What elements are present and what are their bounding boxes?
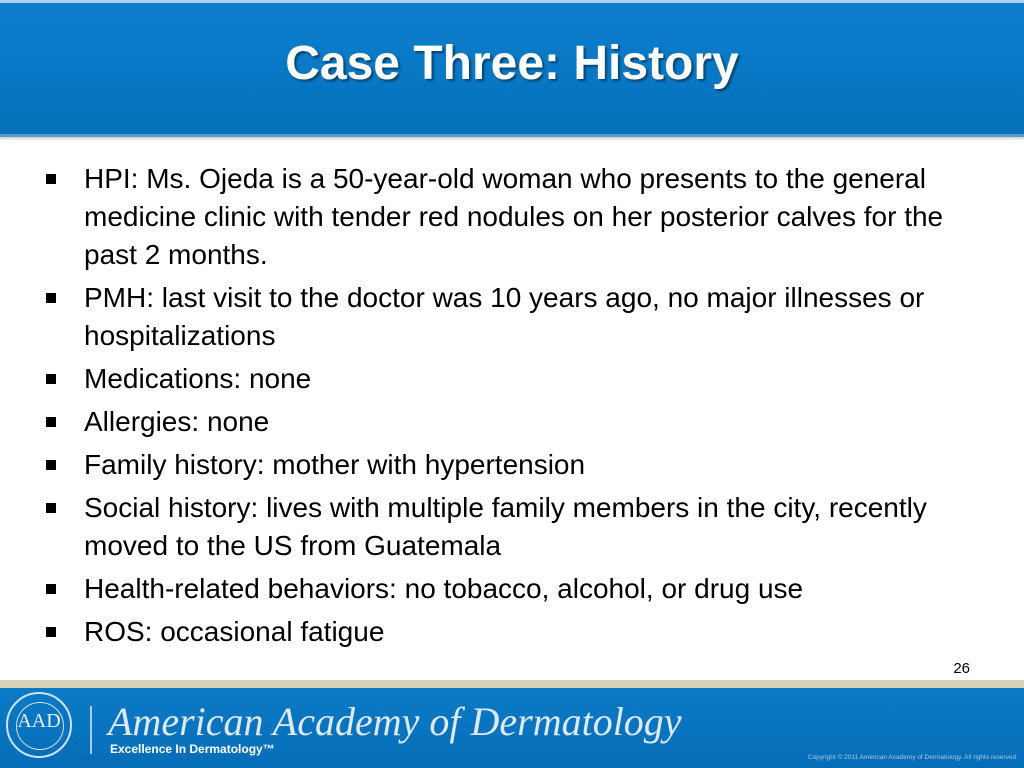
- square-bullet-icon: [46, 174, 56, 184]
- bullet-text: PMH: last visit to the doctor was 10 years ago, no major illnesses or hospitalizations: [84, 282, 925, 351]
- bullet-item-hpi: [44, 160, 974, 274]
- aad-seal-logo: [6, 692, 72, 758]
- bullet-item-pmh: [44, 279, 974, 355]
- bullet-text: Social history: lives with multiple family members in the city, recently moved to the US from Guatemala: [84, 492, 927, 561]
- bullet-text: Family history: mother with hypertension: [84, 449, 586, 480]
- bullet-item-ros: [44, 613, 974, 651]
- slide-title: Case Three: History: [285, 37, 739, 90]
- bullet-item-allergies: [44, 403, 974, 441]
- square-bullet-icon: [46, 627, 56, 637]
- bullet-item-health-behaviors: [44, 570, 974, 608]
- bullet-text: ROS: occasional fatigue: [84, 616, 385, 647]
- bullet-item-social-history: [44, 489, 974, 565]
- copyright-notice: Copyright © 2011 American Academy of Dermatology. All rights reserved.: [807, 754, 1018, 761]
- page-number: 26: [953, 660, 970, 677]
- bullet-text: Allergies: none: [84, 406, 270, 437]
- square-bullet-icon: [46, 374, 56, 384]
- seal-text: AAD: [17, 710, 61, 732]
- bullet-text: HPI: Ms. Ojeda is a 50-year-old woman who presents to the general medicine clinic with tender red nodules on her posterior calves for the past 2 months.: [84, 163, 944, 270]
- organization-tagline: Excellence In Dermatology™: [110, 742, 275, 756]
- square-bullet-icon: [46, 584, 56, 594]
- footer-vertical-divider: [90, 706, 92, 754]
- square-bullet-icon: [46, 293, 56, 303]
- bullet-item-family-history: [44, 446, 974, 484]
- bullet-list: [44, 160, 974, 656]
- bullet-text: Medications: none: [84, 363, 312, 394]
- square-bullet-icon: [46, 503, 56, 513]
- footer-bar: [0, 688, 1024, 768]
- bullet-text: Health-related behaviors: no tobacco, alcohol, or drug use: [84, 573, 804, 604]
- footer-divider-band: [0, 680, 1024, 688]
- square-bullet-icon: [46, 417, 56, 427]
- bullet-item-medications: [44, 360, 974, 398]
- banner-highlight: [0, 0, 1024, 3]
- title-banner: [0, 0, 1024, 137]
- square-bullet-icon: [46, 460, 56, 470]
- organization-name: American Academy of Dermatology: [108, 699, 682, 744]
